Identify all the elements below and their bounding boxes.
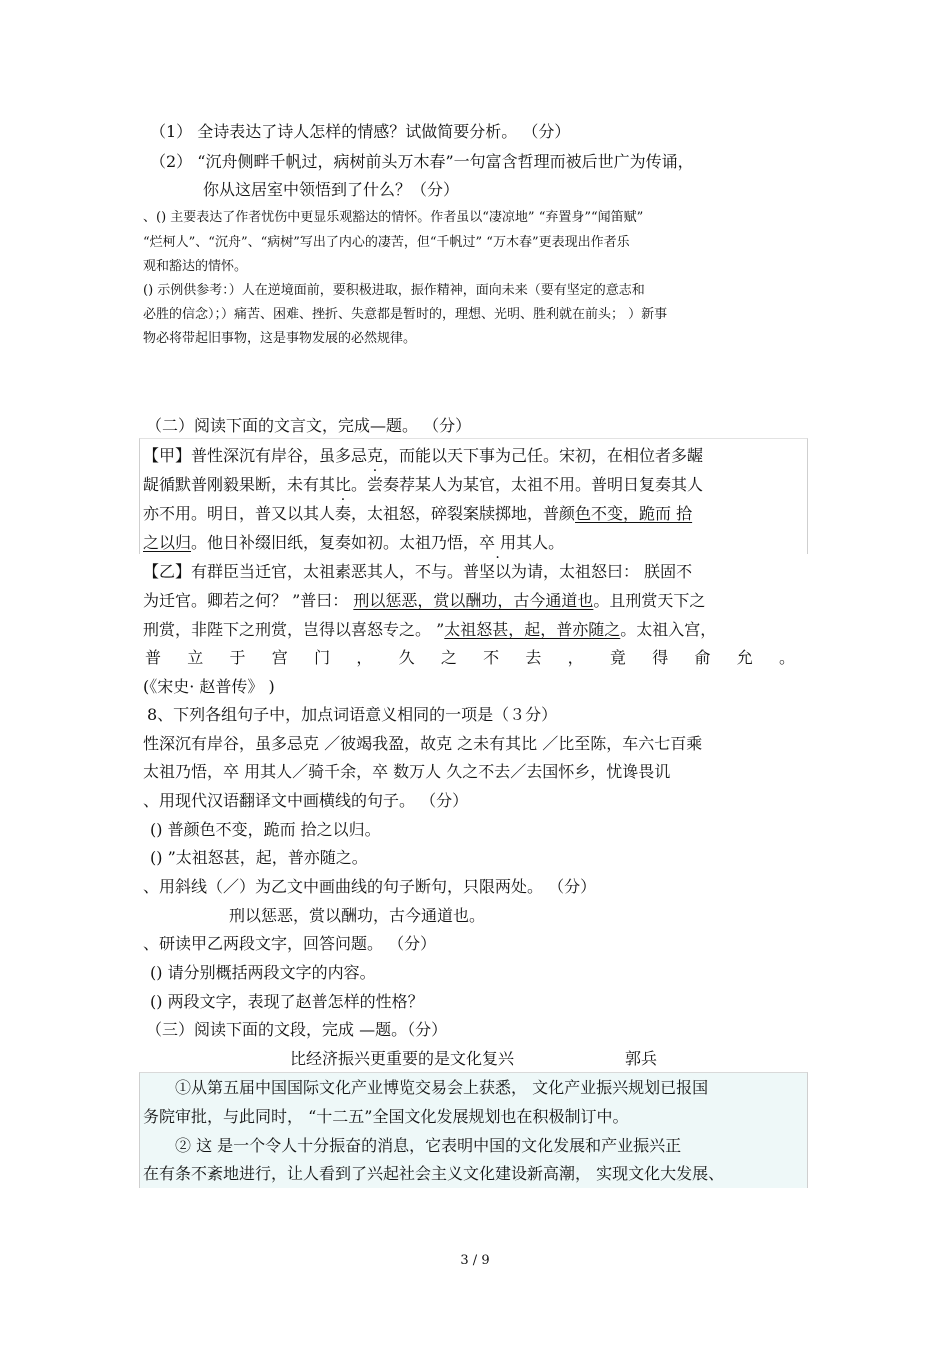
answer-line: 观和豁达的情怀。 (143, 259, 248, 274)
dotted-word: 克 (367, 446, 384, 465)
passage-jia-line: 【甲】普性深沉有岸谷，虽多忌克，而能以天下事为己任。宋初，在相位者多龌 (143, 446, 704, 465)
passage-jia-line: 之以归。他日补缀旧纸，复奏如初。太祖乃悟，卒 · 用其人。 (143, 535, 564, 551)
page-number: 3 / 9 (460, 1253, 490, 1268)
underlined-sentence: 刑以惩恶，赏以酬功，古今通道也 (353, 591, 594, 610)
answer-line: 必胜的信念）；）痛苦、困难、挫折、失意都是暂时的，理想、光明、胜利就在前头； ）新事 (143, 307, 668, 322)
question-9-item: () 普颜色不变，跪而 拾之以归。 (150, 820, 381, 839)
dotted-word (495, 533, 500, 552)
question-11-item: () 两段文字，表现了赵普怎样的性格？ (150, 992, 424, 1011)
article-author: 郭兵 (625, 1049, 658, 1068)
question-2-line-1: （2） “沉舟侧畔千帆过，病树前头万木春”一句富含哲理而被后世广为传诵， (150, 152, 694, 171)
section-3-title: （三）阅读下面的文段，完成 —题。（分） (146, 1020, 448, 1039)
answer-line: 、() 主要表达了作者忧伤中更显乐观豁达的情怀。作者虽以“凄凉地” “弃置身”“闻笛赋” (143, 210, 644, 225)
passage-yi-line: 刑赏，非陛下之刑赏，岂得以喜怒专之。 ”太祖怒甚，起，普亦随之。太祖入宫， (143, 620, 717, 639)
source-citation: (《宋史· 赵普传》 ) (143, 677, 275, 696)
answer-line: “烂柯人”、“沉舟”、“病树”写出了内心的凄苦，但“千帆过” “万木春”更表现出作者乐 (143, 235, 630, 250)
question-9-item: () ”太祖怒甚，起，普亦随之。 (150, 848, 368, 867)
article-title: 比经济振兴更重要的是文化复兴 (290, 1049, 515, 1068)
answer-line: () 示例供参考：）人在逆境面前，要积极进取，振作精神，面向未来（要有坚定的意志和 (143, 283, 645, 298)
question-11: 、研读甲乙两段文字，回答问题。 （分） (143, 934, 437, 953)
question-8-options: 太祖乃悟，卒 用其人／骑千余，卒 数万人 久之不去／去国怀乡，忧谗畏讥 (143, 762, 671, 781)
passage-jia-line: 亦不用。明日，普又以其人奏，太祖怒，碎裂案牍掷地，普颜色不变，跪而 拾 (143, 504, 693, 523)
passage-jia-line: 龊循默普刚毅果断，未有其比。尝奏荐某人为某官，太祖不用。普明日复奏其人 (143, 475, 704, 494)
answer-line: 物必将带起旧事物，这是事物发展的必然规律。 (143, 331, 417, 346)
underlined-sentence: 之以归 (143, 533, 192, 552)
passage-yi-line: 为迁官。卿若之何？ ”普曰： 刑以惩恶，赏以酬功，古今通道也。且刑赏天下之 (143, 591, 706, 610)
article-paragraph-line: ② 这 是一个令人十分振奋的消息，它表明中国的文化发展和产业振兴正 (175, 1136, 682, 1155)
article-paragraph-line: 务院审批，与此同时， “十二五”全国文化发展规划也在积极制订中。 (143, 1107, 629, 1126)
passage-yi-line: 【乙】有群臣当迁官，太祖素恶其人，不与。普坚以为请，太祖怒曰： 朕固不 (143, 562, 693, 581)
question-8: 8、下列各组句子中，加点词语意义相同的一项是（３分） (147, 705, 558, 724)
question-1: （1） 全诗表达了诗人怎样的情感？试做简要分析。 （分） (150, 122, 571, 141)
article-paragraph-line: 在有条不紊地进行，让人看到了兴起社会主义文化建设新高潮， 实现文化大发展、 (143, 1164, 725, 1183)
question-9: 、用现代汉语翻译文中画横线的句子。 （分） (143, 791, 469, 810)
article-paragraph-line: ①从第五届中国国际文化产业博览交易会上获悉， 文化产业振兴规划已报国 (175, 1078, 709, 1097)
question-2-line-2: 你从这居室中领悟到了什么？（分） (203, 180, 460, 199)
question-10-sentence: 刑以惩恶，赏以酬功，古今通道也。 (229, 906, 486, 925)
question-8-options: 性深沉有岸谷，虽多忌克 ／彼竭我盈，故克 之未有其比 ／比至陈，车六七百乘 (143, 734, 703, 753)
question-11-item: () 请分别概括两段文字的内容。 (150, 963, 376, 982)
section-2-title: （二）阅读下面的文言文，完成—题。 （分） (146, 416, 472, 435)
passage-yi-spaced-line: 普 立 于 宫 门 ， 久 之 不 去 ， 竟 得 俞 允 。 (145, 648, 795, 667)
dotted-word: 比 (335, 475, 352, 494)
underlined-sentence: 太祖怒甚，起，普亦随之 (444, 620, 621, 639)
question-10: 、用斜线（／）为乙文中画曲线的句子断句，只限两处。 （分） (143, 877, 597, 896)
underlined-sentence: 色不变，跪而 拾 (575, 504, 693, 523)
